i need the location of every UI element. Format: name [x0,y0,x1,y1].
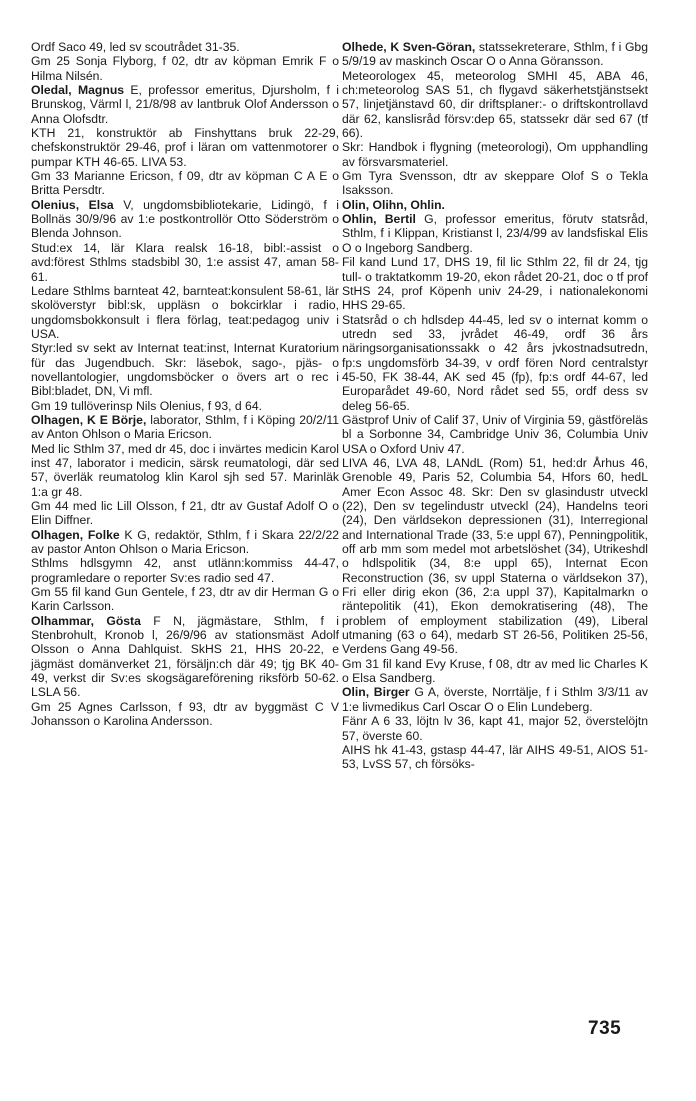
page-number: 735 [588,1018,622,1039]
entry-text: Gm 31 fil kand Evy Kruse, f 08, dtr av med lic Charles K o Elsa Sandberg. [342,656,648,686]
body-paragraph [31,169,339,198]
entry-paragraph [342,40,648,69]
entry-text: Stud:ex 14, lär Klara realsk 16-18, bibl:-assist o avd:förest Sthlms stadsbibl 30, 1:e assist 47, aman 58-61. [31,240,339,284]
body-paragraph [31,700,339,729]
entry-paragraph [31,528,339,557]
entry-name: Olhammar, Gösta [31,613,141,628]
entry-text: Ledare Sthlms barnteat 42, barnteat:konsulent 58-61, lär skolöverstyr bibl:sk, uppläsn o bokcirklar i radio, ungdomsbokkonsult i flera förlag, teat:pedagog univ i USA. [31,283,339,341]
entry-text: V, ungdomsbibliotekarie, Lidingö, f i Bollnäs 30/9/96 av 1:e postkontrollör Otto Söderström o Blenda Johnson. [31,197,339,241]
body-paragraph [342,140,648,169]
entry-text: statssekreterare, Sthlm, f i Gbg 5/9/19 av maskinch Oscar O o Anna Göransson. [342,40,648,69]
entry-name: Olenius, Elsa [31,197,114,212]
left-column [31,40,339,729]
entry-text: Sthlms hdlsgymn 42, anst utlänn:kommiss 44-47, programledare o reporter Sv:es radio sed 47. [31,556,339,585]
body-paragraph [342,413,648,456]
entry-paragraph [31,413,339,442]
entry-text: Fil kand Lund 17, DHS 19, fil lic Sthlm 22, fil dr 24, tjg tull- o traktatkomm 19-20, ekon rådet 20-21, doc o tf prof StHS 24, prof Köpenh univ 24-29, i nationalekonomi HHS 29-65. [342,255,648,313]
body-paragraph [31,126,339,169]
entry-paragraph [342,212,648,255]
body-paragraph [31,399,339,413]
entry-text: Gm 25 Sonja Flyborg, f 02, dtr av köpman Emrik F o Hilma Nilsén. [31,54,339,83]
entry-name: Olhagen, Folke [31,527,120,542]
entry-text: Gm 55 fil kand Gun Gentele, f 23, dtr av dir Herman G o Karin Carlsson. [31,585,339,614]
entry-text: AIHS hk 41-43, gstasp 44-47, lär AIHS 49-51, AIOS 51-53, LvSS 57, ch försöks- [342,742,648,772]
entry-text: E, professor emeritus, Djursholm, f i Brunskog, Värml l, 21/8/98 av lantbruk Olof Andersson o Anna Olofsdtr. [31,83,339,126]
entry-name: Olhede, K Sven-Göran, [342,40,476,54]
body-paragraph [342,714,648,743]
body-paragraph [31,40,339,54]
body-paragraph [31,556,339,585]
body-paragraph [342,313,648,413]
entry-text: G A, överste, Norrtälje, f i Sthlm 3/3/11 av 1:e livmedikus Carl Oscar O o Elin Lundeberg. [342,685,649,714]
entry-text: Statsråd o ch hdlsdep 44-45, led sv o internat komm o utredn sed 33, jvrådet 46-49, ordf 36 års näringsorganisationssakk o 42 års jvkostnadsutredn, fp:s ungdomsförb 34-39, v ordf fören Nord centralstyr 45-50, FK 38-44, AK sed 45 (fp), fp:s ordf 44-67, led Europarådet 49-60, Nord rådet sed 55, ordf dess sv deleg 56-65. [342,312,648,413]
entry-text: Gm 33 Marianne Ericson, f 09, dtr av köpman C A E o Britta Persdtr. [31,169,339,198]
entry-text: F N, jägmästare, Sthlm, f i Stenbrohult, Kronob l, 26/9/96 av stationsmäst Adolf Olsson o Anna Dahlquist. SkHS 21, HHS 20-22, e jägmäst domänverket 21, försäljn:ch där 49; tjg BK 40-49, verkst dir Sv:es skogsägareförening riksförb 50-62. LSLA 56. [31,613,340,700]
entry-text: Skr: Handbok i flygning (meteorologi), Om upphandling av försvarsmateriel. [342,140,648,169]
body-paragraph [31,499,339,528]
entry-text: Fänr A 6 33, löjtn lv 36, kapt 41, major 52, överstelöjtn 57, överste 60. [342,714,648,743]
body-paragraph [342,255,648,312]
body-paragraph [342,169,648,198]
body-paragraph [31,54,339,83]
body-paragraph [342,456,648,657]
entry-paragraph [31,614,339,700]
entry-text: Gm 44 med lic Lill Olsson, f 21, dtr av Gustaf Adolf O o Elin Diffner. [31,499,339,528]
entry-text: KTH 21, konstruktör ab Finshyttans bruk 22-29, chefskonstruktör 29-46, prof i läran om vattenmotorer o pumpar KTH 46-65. LIVA 53. [31,126,339,169]
body-paragraph [342,69,648,141]
right-column [342,40,648,772]
entry-text: Med lic Sthlm 37, med dr 45, doc i invärtes medicin Karol inst 47, laborator i medicin, särsk reumatologi, där sed 57, överläk reumatolog klin Karol sjh sed 57. Marinläk 1:a gr 48. [31,441,339,499]
entry-paragraph [31,83,339,126]
entry-name: Ohlin, Bertil [342,212,416,227]
body-paragraph [31,585,339,614]
entry-text: laborator, Sthlm, f i Köping 20/2/11 av Anton Ohlson o Maria Ericson. [31,412,339,442]
body-paragraph [342,657,648,686]
entry-name: Olhagen, K E Börje, [31,412,147,427]
body-paragraph [31,241,339,284]
entry-text: G, professor emeritus, förutv statsråd, Sthlm, f i Klippan, Kristianst l, 23/4/99 av landsfiskal Elis O o Ingeborg Sandberg. [342,212,648,255]
entry-text: K G, redaktör, Sthlm, f i Skara 22/2/22 av pastor Anton Ohlson o Maria Ericson. [31,527,339,557]
entry-text: Gm Tyra Svensson, dtr av skeppare Olof S o Tekla Isaksson. [342,169,648,198]
entry-text: Ordf Saco 49, led sv scoutrådet 31-35. [31,40,240,54]
body-paragraph [31,442,339,499]
entry-paragraph [342,685,648,714]
body-paragraph [342,743,648,772]
entry-paragraph [31,198,339,241]
body-paragraph [31,341,339,398]
entry-text: Gästprof Univ of Calif 37, Univ of Virginia 59, gästföreläs bl a Sorbonne 34, Cambridge Univ 36, Columbia Univ USA o Oxford Univ 47. [342,412,648,456]
entry-paragraph [342,198,648,212]
body-paragraph [31,284,339,341]
entry-text: Gm 25 Agnes Carlsson, f 93, dtr av byggmäst C V Johansson o Karolina Andersson. [31,699,339,729]
entry-name: Olin, Olihn, Ohlin. [342,197,445,212]
entry-name: Oledal, Magnus [31,83,125,98]
entry-text: Styr:led sv sekt av Internat teat:inst, Internat Kuratorium für das Jugendbuch. Skr: läsebok, sago-, pjäs- o novellantologier, ungdomsböcker o övers art o rec i Bibl:bladet, DN, Vi mfl. [31,341,339,399]
entry-text: Meteorologex 45, meteorolog SMHI 45, ABA 46, ch:meteorolog SAS 51, ch flygavd säkerhetstjänstsekt 57, linjetjänstavd 60, dir driftsplaner:- o driftskontrollavd där 62, kanslisråd försv:dep 65, statssekr där sed 67 (tf 66). [342,68,648,141]
entry-text: LIVA 46, LVA 48, LANdL (Rom) 51, hed:dr Århus 46, Grenoble 49, Paris 52, Columbia 54, Hfors 60, hedL Amer Econ Assoc 48. Skr: Den sv glasindustr utveckl (22), Den sv tegelindustr utveckl (24), Handelns teori (24), Den världsekon depressionen (31), Interregional and International Trade (33, 5:e uppl 67), Penningpolitik, off arb mm som medel mot arbetslöshet (34), Utrikeshdl o hdlspolitik (34, 8:e uppl 65), Internat Econ Reconstruction (36, sv uppl Staterna o världsekon 37), Fri eller dirig ekon (36, 2:a uppl 37), Kapitalmarkn o räntepolitik (41), Ekon demokratisering (48), The problem of employment stabilization (49), Liberal utmaning (63 o 64), medarb ST 26-56, Politiken 25-56, Verdens Gang 49-56. [342,455,648,657]
entry-text: Gm 19 tullöverinsp Nils Olenius, f 93, d 64. [31,398,262,413]
entry-name: Olin, Birger [342,685,410,700]
